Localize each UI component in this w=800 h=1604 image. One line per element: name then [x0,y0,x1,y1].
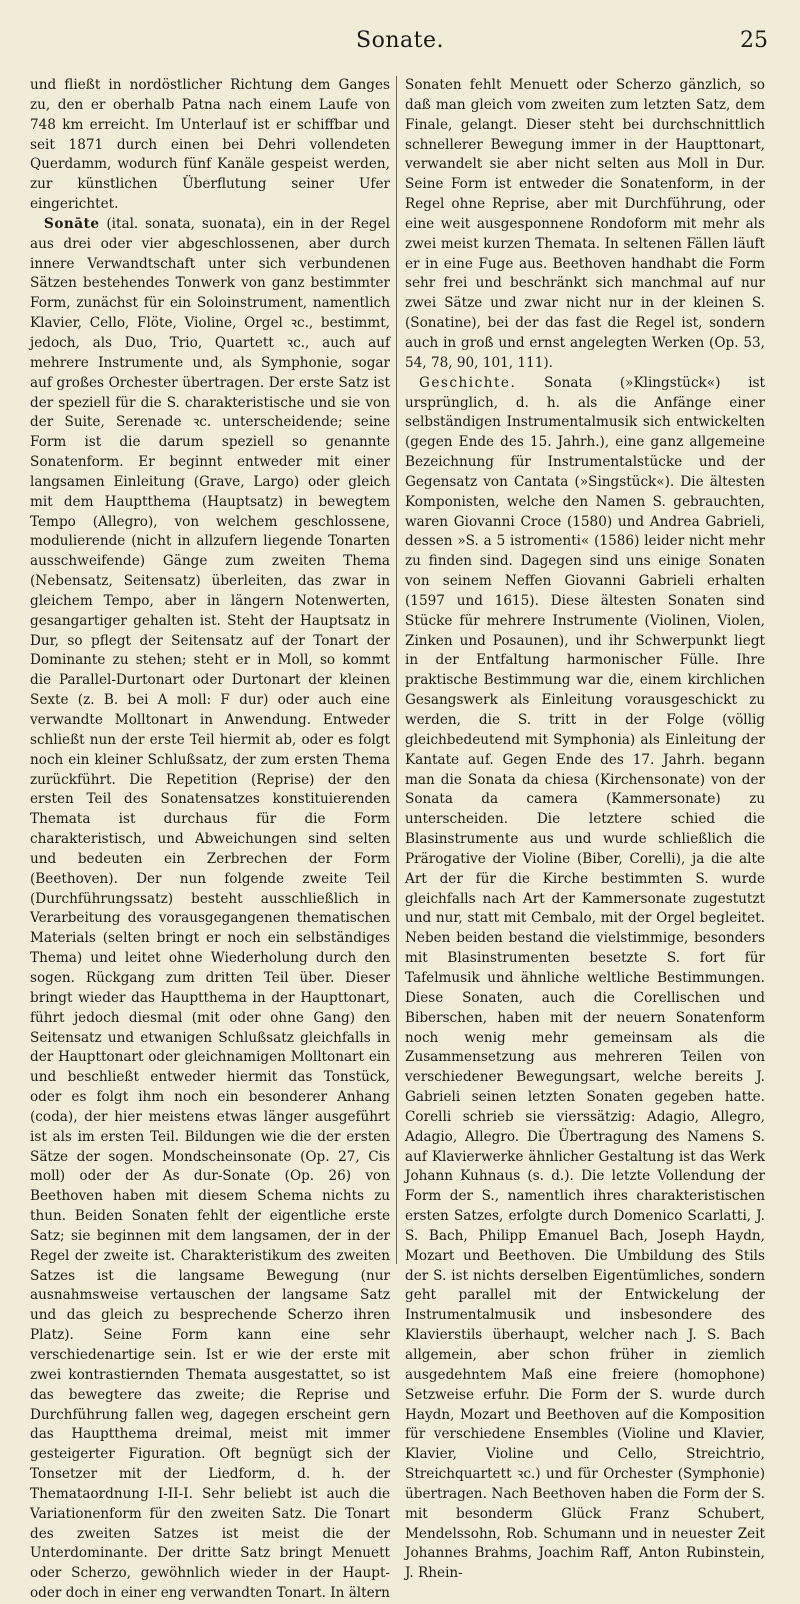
right-column [405,76,765,1582]
paragraph-history [405,374,765,1584]
section-subhead: Geschichte. [419,374,517,391]
entry-sonate [30,215,390,1604]
history-body: Sonata (»Klingstück«) ist ursprünglich, d. h. als die Anfänge einer selbständigen Instrumentalmusik sich entwickelten (gegen Ende des 15. Jahrh.), eine ganz allgemeine Bezeichnung für Instrumentalstücke und der Gegensatz von Cantata (»Singstück«). Die ältesten Komponisten, welche den Namen S. gebrauchten, waren Giovanni Croce (1580) und Andrea Gabrieli, dessen »S. a 5 istromenti« (1586) leider nicht mehr zu finden sind. Dagegen sind uns einige Sonaten von seinem Neffen Giovanni Gabrieli erhalten (1597 und 1615). Diese ältesten Sonaten sind Stücke für mehrere Instrumente (Violinen, Violen, Zinken und Posaunen), und ihr Schwerpunkt liegt in der Entfaltung harmonischer Fülle. Ihre praktische Bestimmung war die, einem kirchlichen Gesangswerk als Einleitung vorausgeschickt zu werden, die S. tritt in der Folge (völlig gleichbedeutend mit Symphonia) als Einleitung der Kantate auf. Gegen Ende des 17. Jahrh. begann man die Sonata da chiesa (Kirchensonate) von der Sonata da camera (Kammersonate) zu unterscheiden. Die letztere schied die Blasinstrumente aus und wurde schließlich die Prärogative der Violine (Biber, Corelli), ja die alte Art der für die Kirche bestimmten S. wurde gleichfalls nach Art der Kammersonate zugestutzt und nur, statt mit Cembalo, mit der Orgel begleitet. Neben beiden bestand die vielstimmige, besonders mit Blasinstrumenten besetzte S. fort für Tafelmusik und ähnliche weltliche Bestimmungen. Diese Sonaten, auch die Corellischen und Biberschen, haben mit der neuern Sonatenform noch wenig mehr gemeinsam als die Zusammensetzung aus mehreren Teilen von verschiedener Bewegungsart, welche bereits J. Gabrieli seinen letzten Sonaten gegeben hatte. Corelli schrieb sie vierssätzig: Adagio, Allegro, Adagio, Allegro. Die Übertragung des Namens S. auf Klavierwerke ähnlicher Gestaltung ist das Werk Johann Kuhnaus (s. d.). Die letzte Vollendung der Form der S., namentlich ihres charakteristischen ersten Satzes, erfolgte durch Domenico Scarlatti, J. S. Bach, Philipp Emanuel Bach, Joseph Haydn, Mozart und Beethoven. Die Umbildung des Stils der S. ist nichts derselben Eigentümliches, sondern geht parallel mit der Entwickelung der Instrumentalmusik und insbesondere des Klavierstils überhaupt, welcher nach J. S. Bach allgemein, aber schon früher in ziemlich ausgedehntem Maß eine freiere (homophone) Setzweise erfuhr. Die Form der S. wurde durch Haydn, Mozart und Beethoven auf die Komposition für verschiedene Ensembles (Violine und Klavier, Klavier, Violine und Cello, Streichtrio, Streichquartett ꝛc.) und für Orchester (Symphonie) übertragen. Nach Beethoven haben die Form der S. mit besonderm Glück Franz Schubert, Mendelssohn, Rob. Schumann und in neuester Zeit Johannes Brahms, Joachim Raff, Anton Rubinstein, J. Rhein- [405,374,765,1582]
entry-body: (ital. sonata, suonata), ein in der Regel aus drei oder vier abgeschlossenen, aber durch innere Verwandtschaft unter sich verbundenen Sätzen bestehendes Tonwerk von ganz bestimmter Form, zunächst für ein Soloinstrument, namentlich Klavier, Cello, Flöte, Violine, Orgel ꝛc., bestimmt, jedoch, als Duo, Trio, Quartett ꝛc., auch auf mehrere Instrumente und, als Symphonie, sogar auf großes Orchester übertragen. Der erste Satz ist der speziell für die S. charakteristische und sie von der Suite, Serenade ꝛc. unterscheidende; seine Form ist die darum speziell so genannte Sonatenform. Er beginnt entweder mit einer langsamen Einleitung (Grave, Largo) oder gleich mit dem Hauptthema (Hauptsatz) in bewegtem Tempo (Allegro), von welchem geschlossene, modulierende (nicht in allzufern liegende Tonarten ausschweifende) Gänge zum zweiten Thema (Nebensatz, Seitensatz) überleiten, das zwar in gleichem Tempo, aber in längern Notenwerten, gesangartiger gehalten ist. Steht der Hauptsatz in Dur, so pflegt der Seitensatz auf der Tonart der Dominante zu stehen; steht er in Moll, so kommt die Parallel-Durtonart oder Durtonart der kleinen Sexte (z. B. bei A moll: F dur) oder auch eine verwandte Molltonart in Anwendung. Entweder schließt nun der erste Teil hiermit ab, oder es folgt noch ein kleiner Schlußsatz, der zum ersten Thema zurückführt. Die Repetition (Reprise) der den ersten Teil des Sonatensatzes konstituierenden Themata ist durchaus für die Form charakteristisch, und Abweichungen sind selten und bedeuten ein Zerbrechen der Form (Beethoven). Der nun folgende zweite Teil (Durchführungssatz) besteht ausschließlich in Verarbeitung des vorausgegangenen thematischen Materials (selten bringt er noch ein selbständiges Thema) und leitet ohne Wiederholung durch den sogen. Rückgang zum dritten Teil über. Dieser bringt wieder das Hauptthema in der Haupttonart, führt jedoch diesmal (mit oder ohne Gang) den Seitensatz und etwanigen Schlußsatz gleichfalls in der Haupttonart oder gleichnamigen Molltonart ein und beschließt entweder hiermit das Tonstück, oder es folgt ihm noch ein besonderer Anhang (coda), der hier meistens etwas länger ausgeführt ist als im ersten Teil. Bildungen wie die der ersten Sätze der sogen. Mondscheinsonate (Op. 27, Cis moll) oder der As dur-Sonate (Op. 26) von Beethoven haben mit diesem Schema nichts zu thun. Beiden Sonaten fehlt der eigentliche erste Satz; sie beginnen mit dem langsamen, der in der Regel der zweite ist. Charakteristikum des zweiten Satzes ist die langsame Bewegung (nur ausnahmsweise vertauschen der langsame Satz und das gleich zu besprechende Scherzo ihren Platz). Seine Form kann eine sehr verschiedenartige sein. Ist er wie der erste mit zwei kontrastiernden Themata ausgestattet, so ist das bewegtere das zweite; die Reprise und Durchführung fallen weg, dagegen erscheint gern das Hauptthema dreimal, meist mit immer gesteigerter Figuration. Oft begnügt sich der Tonsetzer mit der Liedform, d. h. der Themataordnung I-II-I. Sehr beliebt ist auch die Variationenform für den zweiten Satz. Die Tonart des zweiten Satzes ist meist die der Unterdominante. Der dritte Satz bringt Menuett oder Scherzo, gewöhnlich wieder in der Haupt- oder doch in einer eng verwandten Tonart. In ältern [30,215,390,1602]
page-number: 25 [740,28,768,53]
paragraph-continuation: und fließt in nordöstlicher Richtung dem Ganges zu, den er oberhalb Patna nach einem Laufe von 748 km erreicht. Im Unterlauf ist er schiffbar und seit 1871 durch einen bei Dehri vollendeten Querdamm, wodurch fünf Kanäle gespeist werden, zur künstlichen Überflutung seiner Ufer eingerichtet. [30,77,390,213]
running-title: Sonate. [356,28,444,53]
running-head [30,28,770,64]
paragraph-finale: Sonaten fehlt Menuett oder Scherzo gänzlich, so daß man gleich vom zweiten zum letzten Satz, dem Finale, gelangt. Dieser steht bei durchschnittlich schnellerer Bewegung immer in der Haupttonart, verwandelt sie aber nicht selten aus Moll in Dur. Seine Form ist entweder die Sonatenform, in der Regel ohne Reprise, aber mit Durchführung, oder eine weit ausgesponnene Rondoform mit mehr als zwei meist kurzen Themata. In seltenen Fällen läuft er in eine Fuge aus. Beethoven handhabt die Form sehr frei und beschränkt sich manchmal auf nur zwei Sätze und zwar nicht nur in der kleinen S. (Sonatine), bei der das fast die Regel ist, sondern auch in groß und ernst angelegten Werken (Op. 53, 54, 78, 90, 101, 111). [405,77,765,371]
entry-headword: Sonāte [44,215,100,232]
column-divider [396,76,397,1264]
left-column [30,76,390,1602]
